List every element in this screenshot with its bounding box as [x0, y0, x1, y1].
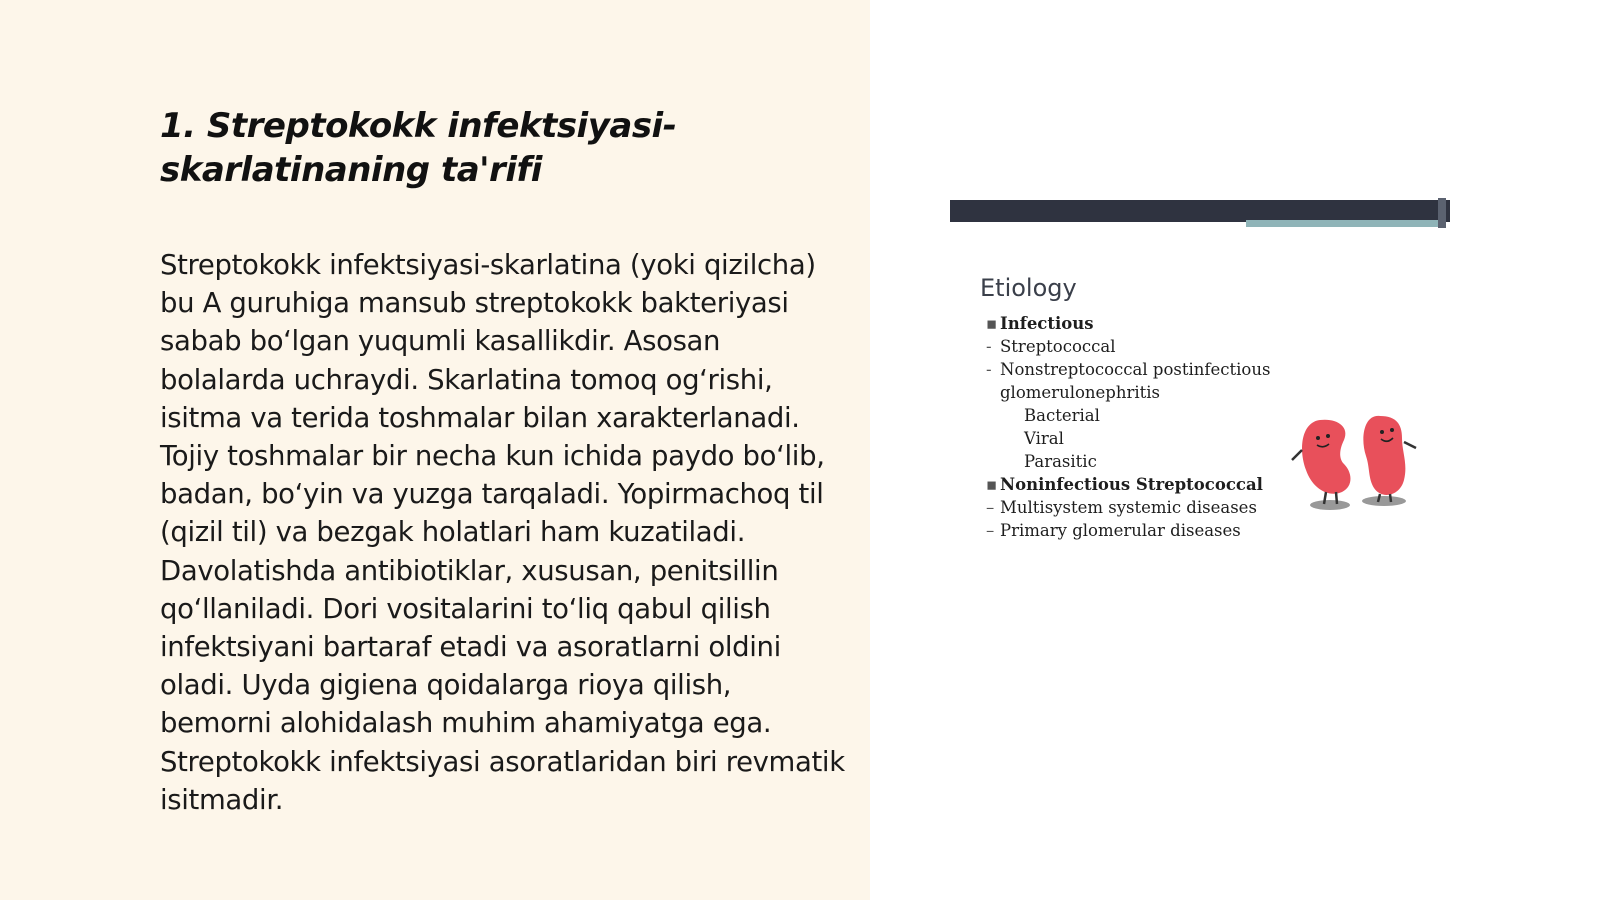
etiology-item	[986, 358, 1316, 381]
etiology-item-label: Parasitic	[1024, 452, 1097, 471]
slide-header-accent	[1246, 220, 1446, 227]
etiology-item	[986, 519, 1316, 542]
etiology-item	[986, 381, 1316, 404]
etiology-item-label: Noninfectious Streptococcal	[1000, 475, 1263, 494]
etiology-item-label: Streptococcal	[1000, 337, 1116, 356]
slide-body-text: Streptokokk infektsiyasi-skarlatina (yoki qizilcha) bu A guruhiga mansub streptokokk bakteriyasi sabab bo‘lgan yuqumli kasallikdir. Asosan bolalarda uchraydi. Skarlatina tomoq og‘rishi, isitma va terida toshmalar bilan xarakterlanadi. Tojiy toshmalar bir necha kun ichida paydo bo‘lib, badan, bo‘yin va yuzga tarqaladi. Yopirmachoq til (qizil til) va bezgak holatlari ham kuzatiladi. Davolatishda antibiotiklar, xususan, penitsillin qo‘llaniladi. Dori vositalarini to‘liq qabul qilish infektsiyani bartaraf etadi va asoratlarni oldini oladi. Uyda gigiena qoidalarga rioya qilish, bemorni alohidalash muhim ahamiyatga ega. Streptokokk infektsiyasi asoratlaridan biri revmatik isitmadir.	[160, 249, 845, 816]
slide-title: 1. Streptokokk infektsiyasi-skarlatinaning ta'rifi	[160, 106, 677, 190]
etiology-item	[986, 312, 1316, 335]
etiology-item	[986, 496, 1316, 519]
list-marker: -	[986, 360, 992, 379]
list-marker: -	[986, 337, 992, 356]
etiology-item-label: Infectious	[1000, 314, 1094, 333]
slide-header-edge	[1438, 198, 1446, 228]
list-marker: –	[986, 498, 995, 517]
etiology-item	[986, 450, 1316, 473]
list-marker: ▪	[986, 475, 998, 494]
etiology-item-label: Primary glomerular diseases	[1000, 521, 1241, 540]
list-marker: ▪	[986, 314, 998, 333]
etiology-list	[986, 312, 1316, 542]
list-marker: –	[986, 521, 995, 540]
etiology-item-label: glomerulonephritis	[1000, 383, 1161, 402]
etiology-item-label: Viral	[1024, 429, 1064, 448]
etiology-item	[986, 335, 1316, 358]
etiology-heading: Etiology	[980, 274, 1077, 302]
slide-header-bar	[950, 200, 1450, 222]
etiology-item-label: Multisystem systemic diseases	[1000, 498, 1257, 517]
kidney-characters-icon	[1290, 408, 1430, 513]
etiology-item	[986, 404, 1316, 427]
etiology-item	[986, 427, 1316, 450]
etiology-item-label: Bacterial	[1024, 406, 1100, 425]
embedded-slide-image	[950, 198, 1450, 558]
etiology-item-label: Nonstreptococcal postinfectious	[1000, 360, 1271, 379]
etiology-item	[986, 473, 1316, 496]
